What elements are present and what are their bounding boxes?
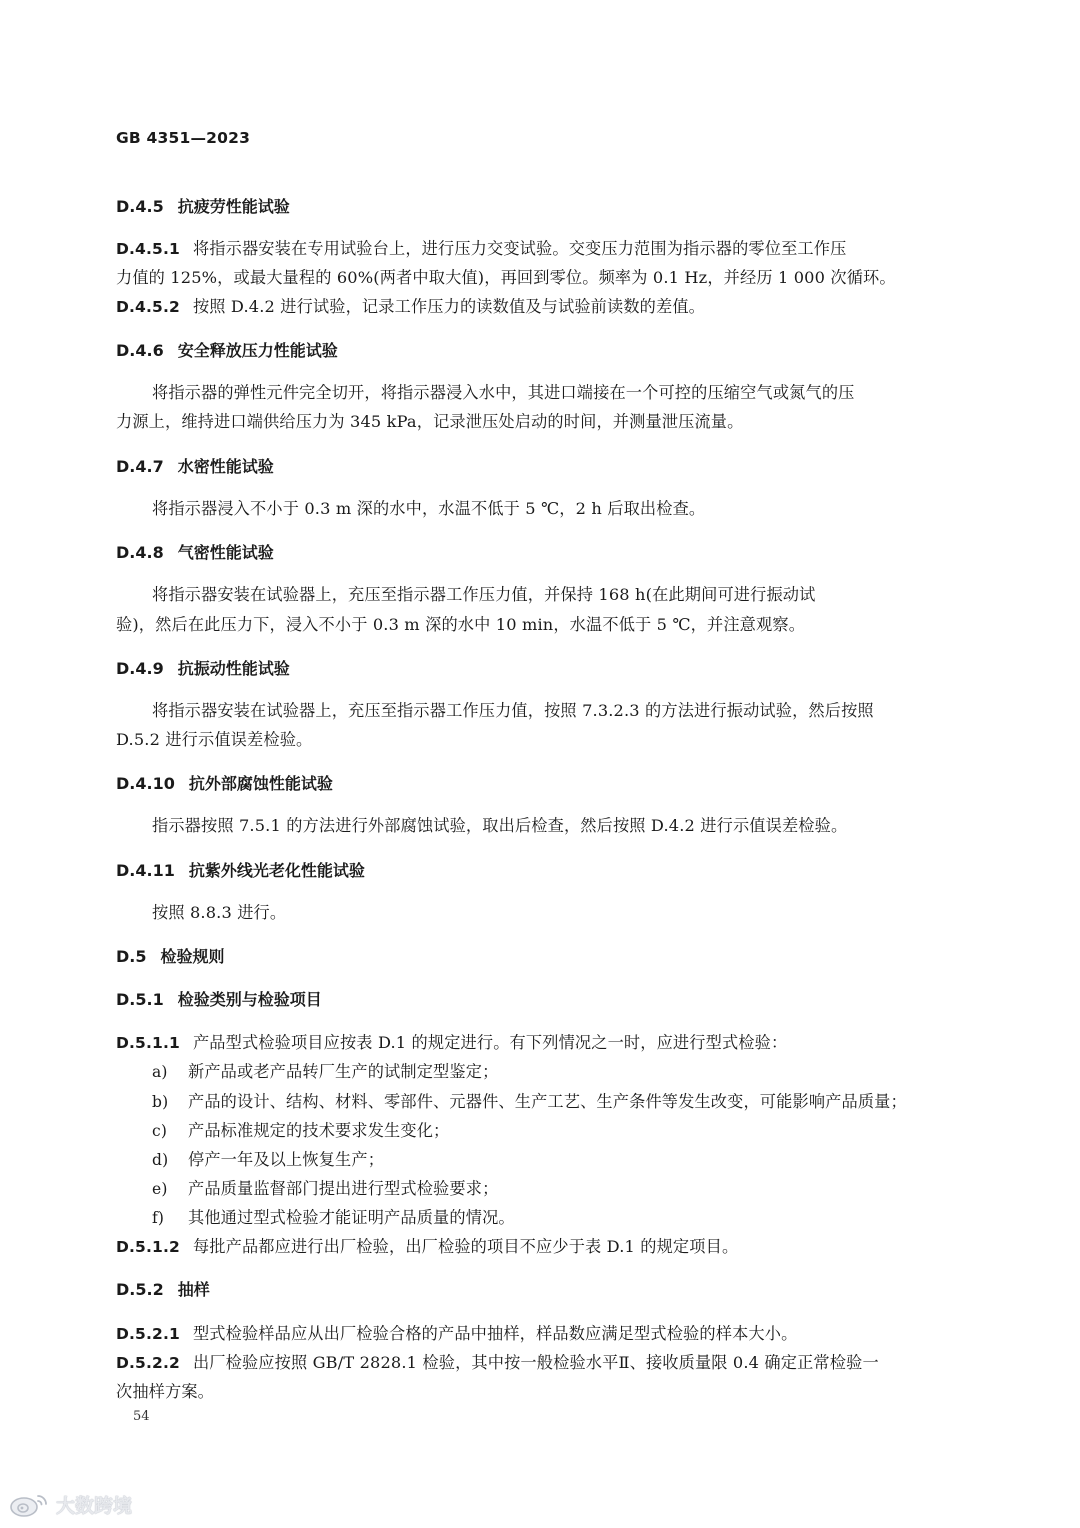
list-item-text: 其他通过型式检验才能证明产品质量的情况。 — [188, 1208, 515, 1227]
list-item — [152, 1146, 384, 1170]
clause-number: D.5.2.2 — [116, 1354, 180, 1372]
clause-d521 — [116, 1320, 797, 1344]
section-heading-d49 — [116, 656, 290, 679]
watermark-text: 大数跨境 — [56, 1494, 133, 1517]
clause-number: D.5.1.1 — [116, 1034, 180, 1052]
paragraph-d411: 按照 8.8.3 进行。 — [152, 903, 287, 922]
section-number: D.5 — [116, 947, 147, 966]
section-number: D.5.1 — [116, 990, 164, 1009]
clause-number: D.4.5.2 — [116, 298, 180, 316]
section-number: D.4.11 — [116, 861, 175, 880]
list-item-text: 停产一年及以上恢复生产； — [188, 1150, 385, 1169]
standard-number: GB 4351—2023 — [116, 129, 251, 147]
section-number: D.4.6 — [116, 341, 164, 360]
paragraph-d410: 指示器按照 7.5.1 的方法进行外部腐蚀试验，取出后检查，然后按照 D.4.2 进行示值误差检验。 — [152, 816, 848, 835]
clause-d522-line1 — [116, 1349, 879, 1373]
section-title: 抗外部腐蚀性能试验 — [188, 774, 333, 793]
list-item-text: 产品的设计、结构、材料、零部件、元器件、生产工艺、生产条件等发生改变，可能影响产品质量； — [188, 1092, 907, 1111]
list-item — [152, 1117, 449, 1141]
paragraph-d49-line2: D.5.2 进行示值误差检验。 — [116, 730, 313, 749]
section-heading-d46 — [116, 338, 338, 361]
list-item-label: a) — [152, 1063, 168, 1081]
section-heading-d410 — [116, 771, 333, 794]
section-title: 抽样 — [177, 1280, 210, 1299]
list-item-label: c) — [152, 1122, 168, 1140]
paragraph-d47: 将指示器浸入不小于 0.3 m 深的水中，水温不低于 5 ℃，2 h 后取出检查。 — [152, 499, 706, 518]
paragraph-d48-line1: 将指示器安装在试验器上，充压至指示器工作压力值，并保持 168 h(在此期间可进行振动试 — [152, 585, 816, 604]
section-title: 抗振动性能试验 — [177, 659, 290, 678]
list-item-text: 产品质量监督部门提出进行型式检验要求； — [188, 1179, 499, 1198]
list-item-text: 产品标准规定的技术要求发生变化； — [188, 1121, 450, 1140]
list-item — [152, 1058, 498, 1082]
list-item-label: e) — [152, 1180, 168, 1198]
paragraph-d49-line1: 将指示器安装在试验器上，充压至指示器工作压力值，按照 7.3.2.3 的方法进行振动试验，然后按照 — [152, 701, 874, 720]
paragraph-d48-line2: 验)，然后在此压力下，浸入不小于 0.3 m 深的水中 10 min，水温不低于 5 ℃，并注意观察。 — [116, 615, 806, 634]
paragraph-d46-line2: 力源上，维持进口端供给压力为 345 kPa，记录泄压处启动的时间，并测量泄压流量。 — [116, 412, 744, 431]
section-heading-d5 — [116, 944, 225, 967]
list-item — [152, 1088, 907, 1112]
list-item — [152, 1175, 498, 1199]
list-item-label: d) — [152, 1151, 169, 1169]
section-number: D.5.2 — [116, 1280, 164, 1299]
section-heading-d51 — [116, 987, 322, 1010]
clause-text: 按照 D.4.2 进行试验，记录工作压力的读数值及与试验前读数的差值。 — [192, 297, 706, 316]
section-heading-d411 — [116, 858, 365, 881]
clause-text: 将指示器安装在专用试验台上，进行压力交变试验。交变压力范围为指示器的零位至工作压 — [192, 239, 847, 258]
section-heading-d45 — [116, 194, 290, 217]
clause-d511 — [116, 1029, 787, 1053]
section-heading-d52 — [116, 1277, 210, 1300]
clause-text: 每批产品都应进行出厂检验，出厂检验的项目不应少于表 D.1 的规定项目。 — [192, 1237, 739, 1256]
clause-number: D.4.5.1 — [116, 240, 180, 258]
section-title: 检验类别与检验项目 — [177, 990, 322, 1009]
section-title: 检验规则 — [160, 947, 225, 966]
section-number: D.4.7 — [116, 457, 164, 476]
list-item — [152, 1204, 515, 1228]
clause-d512 — [116, 1233, 738, 1257]
section-number: D.4.9 — [116, 659, 164, 678]
list-item-text: 新产品或老产品转厂生产的试制定型鉴定； — [188, 1062, 499, 1081]
clause-text: 出厂检验应按照 GB/T 2828.1 检验，其中按一般检验水平Ⅱ、接收质量限 0.4 确定正常检验一 — [192, 1353, 879, 1372]
clause-number: D.5.1.2 — [116, 1238, 180, 1256]
section-title: 气密性能试验 — [177, 543, 274, 562]
page-number: 54 — [133, 1409, 150, 1424]
section-title: 水密性能试验 — [177, 457, 274, 476]
clause-d451-line1 — [116, 235, 846, 259]
list-item-label: f) — [152, 1209, 165, 1227]
section-number: D.4.10 — [116, 774, 175, 793]
weibo-logo-icon — [8, 1490, 52, 1518]
clause-d451-line2: 力值的 125%，或最大量程的 60%(两者中取大值)，再回到零位。频率为 0.1 Hz，并经历 1 000 次循环。 — [116, 268, 896, 287]
section-title: 抗紫外线光老化性能试验 — [188, 861, 365, 880]
list-item-label: b) — [152, 1093, 169, 1111]
clause-number: D.5.2.1 — [116, 1325, 180, 1343]
section-title: 抗疲劳性能试验 — [177, 197, 290, 216]
section-heading-d47 — [116, 454, 274, 477]
paragraph-d46-line1: 将指示器的弹性元件完全切开，将指示器浸入水中，其进口端接在一个可控的压缩空气或氮气的压 — [152, 383, 855, 402]
clause-d522-line2: 次抽样方案。 — [116, 1382, 215, 1401]
clause-text: 型式检验样品应从出厂检验合格的产品中抽样，样品数应满足型式检验的样本大小。 — [192, 1324, 798, 1343]
section-heading-d48 — [116, 540, 274, 563]
clause-text: 产品型式检验项目应按表 D.1 的规定进行。有下列情况之一时，应进行型式检验： — [192, 1033, 788, 1052]
section-number: D.4.8 — [116, 543, 164, 562]
section-title: 安全释放压力性能试验 — [177, 341, 338, 360]
watermark — [8, 1490, 132, 1518]
clause-d452 — [116, 293, 705, 317]
section-number: D.4.5 — [116, 197, 164, 216]
